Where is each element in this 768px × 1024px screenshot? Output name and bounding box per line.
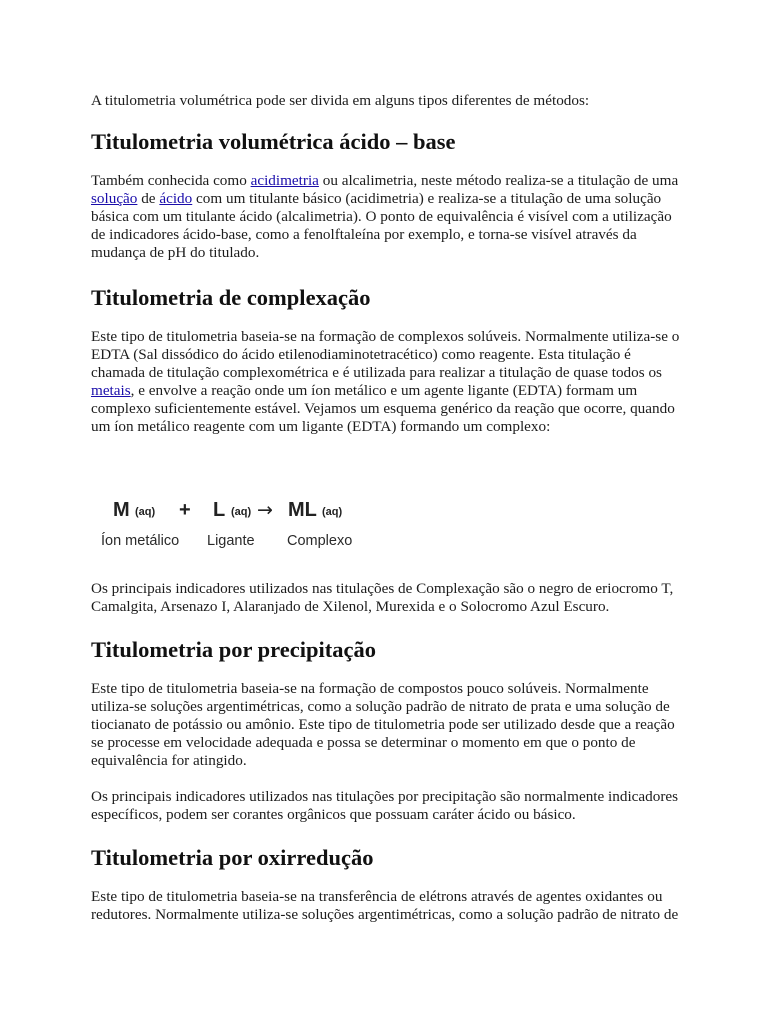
text-fragment: com um titulante básico (acidimetria) e realiza-se a titulação de uma solução básica com um titulante ácido (alcalimetria). O ponto de equivalência é visível com a utilização de indicadores ácido-base, como a fenolftaleína por exemplo, e torna-se visível através da mudança de pH do titulado. (91, 190, 672, 261)
heading-oxirreducao: Titulometria por oxirredução (91, 845, 374, 870)
reaction-arrow-icon: → (257, 499, 273, 521)
heading-acido-base: Titulometria volumétrica ácido – base (91, 129, 456, 154)
reaction-scheme (99, 498, 681, 572)
link-solucao[interactable]: solução (91, 190, 138, 207)
text-fragment: de (137, 190, 160, 207)
reaction-caption-ion: Íon metálico (101, 533, 180, 549)
heading-complexacao: Titulometria de complexação (91, 285, 371, 310)
reaction-plus: + (179, 499, 191, 521)
link-acido[interactable]: ácido (159, 190, 193, 207)
reaction-metal-state: (aq) (135, 506, 156, 518)
text-fragment: Também conhecida como (91, 172, 251, 189)
reaction-caption-complexo: Complexo (287, 533, 353, 549)
paragraph-acido-base (91, 172, 681, 262)
reaction-metal-symbol: M (113, 499, 130, 521)
text-fragment: ou alcalimetria, neste método realiza-se a titulação de uma (318, 172, 679, 189)
paragraph-indicadores-complexacao: Os principais indicadores utilizados nas titulações de Complexação são o negro de eriocromo T, Camalgita, Arsenazo I, Alaranjado de Xilenol, Murexida e o Solocromo Azul Escuro. (91, 580, 674, 615)
reaction-ligand-symbol: L (213, 499, 226, 521)
intro-paragraph: A titulometria volumétrica pode ser divida em alguns tipos diferentes de métodos: (91, 92, 590, 109)
paragraph-oxirreducao: Este tipo de titulometria baseia-se na transferência de elétrons através de agentes oxidantes ou redutores. Normalmente utiliza-se soluções argentimétricas, como a solução padrão de nitrato de (91, 888, 679, 923)
paragraph-complexacao (91, 328, 681, 436)
heading-precipitacao: Titulometria por precipitação (91, 637, 376, 662)
document-page (91, 92, 681, 924)
reaction-caption-ligante: Ligante (207, 533, 255, 549)
text-fragment: , e envolve a reação onde um íon metálico e um agente ligante (EDTA) formam um complexo suficientemente estável. Vejamos um esquema genérico da reação que ocorre, quando um íon metálico reagente com um ligante (EDTA) formando um complexo: (91, 382, 675, 435)
reaction-ligand-state: (aq) (231, 506, 252, 518)
text-fragment: Este tipo de titulometria baseia-se na formação de complexos solúveis. Normalmente utiliza-se o EDTA (Sal dissódico do ácido etilenodiaminotetracético) como reagente. Esta titulação é chamada de titulação complexométrica e é utilizada para realizar a titulação de quase todos os (91, 328, 680, 381)
link-acidimetria[interactable]: acidimetria (250, 172, 319, 189)
paragraph-indicadores-precipitacao: Os principais indicadores utilizados nas titulações por precipitação são normalmente indicadores específicos, podem ser corantes orgânicos que possuam caráter ácido ou básico. (91, 788, 679, 823)
reaction-complex-symbol: ML (288, 499, 317, 521)
reaction-complex-state: (aq) (322, 506, 343, 518)
paragraph-precipitacao: Este tipo de titulometria baseia-se na formação de compostos pouco solúveis. Normalmente utiliza-se soluções argentimétricas, como a solução padrão de nitrato de prata e uma solução de tiocianato de potássio ou amônio. Este tipo de titulometria pode ser utilizado desde que a reação se processe em velocidade adequada e possa se determinar o momento em que o ponto de equivalência for atingido. (91, 680, 675, 769)
link-metais[interactable]: metais (91, 382, 131, 399)
